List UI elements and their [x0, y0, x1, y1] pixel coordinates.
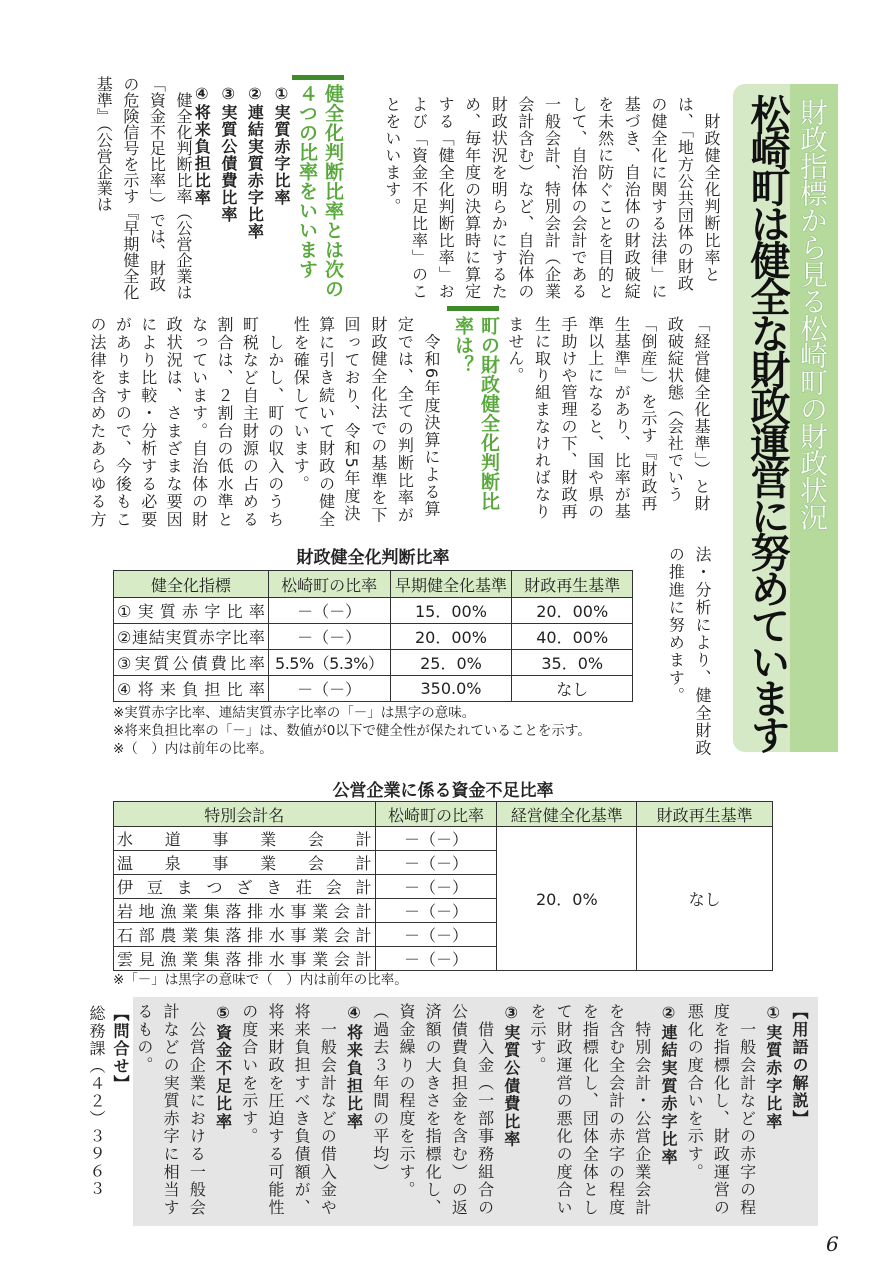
paragraph-results-continued: 回っており、令和5年度決算に引き続いて財政の健全性を確保しています。 [291, 316, 361, 529]
paragraph-standards-a: 健全化判断比率（公営企業は「資金不足比率」）では、財政の危険信号を示す『早期健全化基準』（公営企業は [94, 76, 193, 300]
indicator-name: ④将来負担比率 [114, 676, 269, 702]
page-number: 6 [826, 1232, 839, 1256]
table-row [114, 827, 773, 851]
section-heading-town-ratio: 町の財政健全化判断比率は？ [452, 316, 500, 511]
early-standard: 20．00% [390, 624, 512, 650]
fiscal-soundness-table [113, 570, 633, 702]
town-ratio: －（－） [268, 624, 390, 650]
column-header: 松崎町の比率 [268, 571, 390, 598]
glossary-term: ③実質公債費比率 [501, 1003, 521, 1149]
town-ratio: －（－） [375, 827, 497, 851]
ratio-list [194, 84, 294, 304]
paragraph-self-revenue: しかし、町の収入のうち町税など自主財源の占める割合は、２割台の低水準となっています。自治体の財政状況は、さまざまな要因により比較・分析する必要がありますので、今後もこの法律を含めたあらゆる方 [87, 316, 285, 529]
contact-label: 【問合せ】 [111, 1005, 130, 1093]
title-banner [733, 84, 838, 752]
heading2-bar [447, 306, 499, 311]
ratio-list-item: ①実質赤字比率 [272, 84, 291, 206]
table-row [114, 650, 633, 676]
column-header: 財政再生基準 [637, 802, 773, 827]
glossary-desc: 公営企業における一般会計などの実質赤字に相当するもの。 [134, 1003, 207, 1217]
banner-subtitle: 財政指標から見る松崎町の財政状況 [796, 98, 829, 530]
account-name: 伊豆まつざき荘会計 [114, 875, 376, 899]
town-ratio: 5.5%（5.3%） [268, 650, 390, 676]
town-ratio: －（－） [375, 947, 497, 971]
funding-shortfall-table [113, 801, 773, 971]
rebuild-standard: なし [637, 827, 773, 971]
glossary-desc: 一般会計などの借入金や将来負担すべき負債額が、将来財政を圧迫する可能性の度合いを示す。 [239, 1003, 338, 1217]
table-row [114, 598, 633, 624]
indicator-name: ③実質公債費比率 [114, 650, 269, 676]
column-header: 経営健全化基準 [497, 802, 637, 827]
ratio-list-item: ②連結実質赤字比率 [245, 84, 265, 240]
table1-title: 財政健全化判断比率 [296, 548, 450, 568]
town-ratio: －（－） [375, 923, 497, 947]
indicator-name: ②連結実質赤字比率 [114, 624, 269, 650]
section-heading-ratios: 健全化判断比率とは次の４つの比率をいいます [296, 84, 344, 299]
glossary-desc: 借入金（一部事務組合の公債費負担金を含む）の返済額の大きさを指標化し、資金繰りの程度を示す。（過去３年間の平均） [370, 1003, 495, 1217]
account-name: 岩地漁業集落排水事業会計 [114, 899, 376, 923]
paragraph-results-a: 令和6年度決算による算定では、全ての判断比率が財政健全化法での基準を下 [368, 316, 441, 524]
early-standard: 25．0% [390, 650, 512, 676]
indicator-name: ①実質赤字比率 [114, 598, 269, 624]
account-name: 温泉事業会計 [114, 851, 376, 875]
glossary-title: 【用語の解説】 [790, 1003, 809, 1128]
account-name: 雲見漁業集落排水事業会計 [114, 947, 376, 971]
early-standard: 350.0% [390, 676, 512, 702]
contact-value: 総務課（４２）３９６３ [87, 1005, 106, 1198]
table1-note: ※将来負担比率の「－」は、数値が0以下で健全性が保たれていることを示す。 [113, 723, 591, 739]
account-name: 水道事業会計 [114, 827, 376, 851]
contact [82, 1005, 132, 1225]
table1-note: ※（ ）内は前年の比率。 [113, 741, 273, 757]
rebuild-standard: 20．00% [512, 598, 633, 624]
column-header: 早期健全化基準 [390, 571, 512, 598]
glossary-desc: 一般会計などの赤字の程度を指標化し、財政運営の悪化の度合いを示す。 [685, 1003, 757, 1217]
account-name: 石部農業集落排水事業会計 [114, 923, 376, 947]
town-ratio: －（－） [268, 598, 390, 624]
glossary-desc: 特別会計・公営企業会計を含む全会計の赤字の程度を指標化し、団体全体として財政運営の悪化の度合いを示す。 [527, 1003, 652, 1217]
table1-notes [113, 704, 591, 758]
rebuild-standard: 35．0% [512, 650, 633, 676]
rebuild-standard: なし [512, 676, 633, 702]
heading1-bar [292, 75, 344, 80]
intro-paragraph: 財政健全化判断比率とは、「地方公共団体の財政の健全化に関する法律」に基づき、自治体の財政破綻を未然に防ぐことを目的として、自治体の会計である一般会計、特別会計（企業会計含む）など、自治体の財政状況を明らかにするため、毎年度の決算時に算定する「健全化判断比率」および「資金不足比率」のことをいいます。 [382, 96, 721, 300]
town-ratio: －（－） [375, 875, 497, 899]
glossary-term: ①実質赤字比率 [763, 1003, 783, 1131]
glossary [134, 1003, 812, 1219]
table1-note: ※実質赤字比率、連結実質赤字比率の「－」は黒字の意味。 [113, 705, 476, 721]
page-title: 松崎町は健全な財政運営に努めています [744, 94, 790, 751]
town-ratio: －（－） [375, 899, 497, 923]
column-header: 特別会計名 [114, 802, 376, 827]
town-ratio: －（－） [268, 676, 390, 702]
column-header: 健全化指標 [114, 571, 269, 598]
table2-note: ※「－」は黒字の意味で（ ）内は前年の比率。 [113, 972, 408, 988]
early-standard: 15．00% [390, 598, 512, 624]
ratio-list-item: ④将来負担比率 [192, 84, 212, 206]
ratio-list-item: ③実質公債費比率 [218, 84, 238, 223]
table-row [114, 624, 633, 650]
glossary-term: ④将来負担比率 [344, 1003, 364, 1131]
table2-title: 公営企業に係る資金不足比率 [332, 781, 554, 801]
paragraph-results-b [66, 316, 364, 530]
glossary-term: ②連結実質赤字比率 [658, 1003, 678, 1167]
column-header: 財政再生基準 [512, 571, 633, 598]
paragraph-conclusion: 法・分析により、健全財政の推進に努めます。 [666, 546, 712, 758]
column-header: 松崎町の比率 [375, 802, 497, 827]
glossary-term: ⑤資金不足比率 [213, 1003, 233, 1131]
management-standard: 20．0% [497, 827, 637, 971]
rebuild-standard: 40．00% [512, 624, 633, 650]
town-ratio: －（－） [375, 851, 497, 875]
paragraph-standards-b: 「経営健全化基準」）と財政破綻状態（会社でいう「倒産」）を示す『財政再生基準』があり、比率が基準以上になると、国や県の手助けや管理の下、財政再生に取り組まなければなりません。 [505, 316, 711, 520]
table-row [114, 676, 633, 702]
